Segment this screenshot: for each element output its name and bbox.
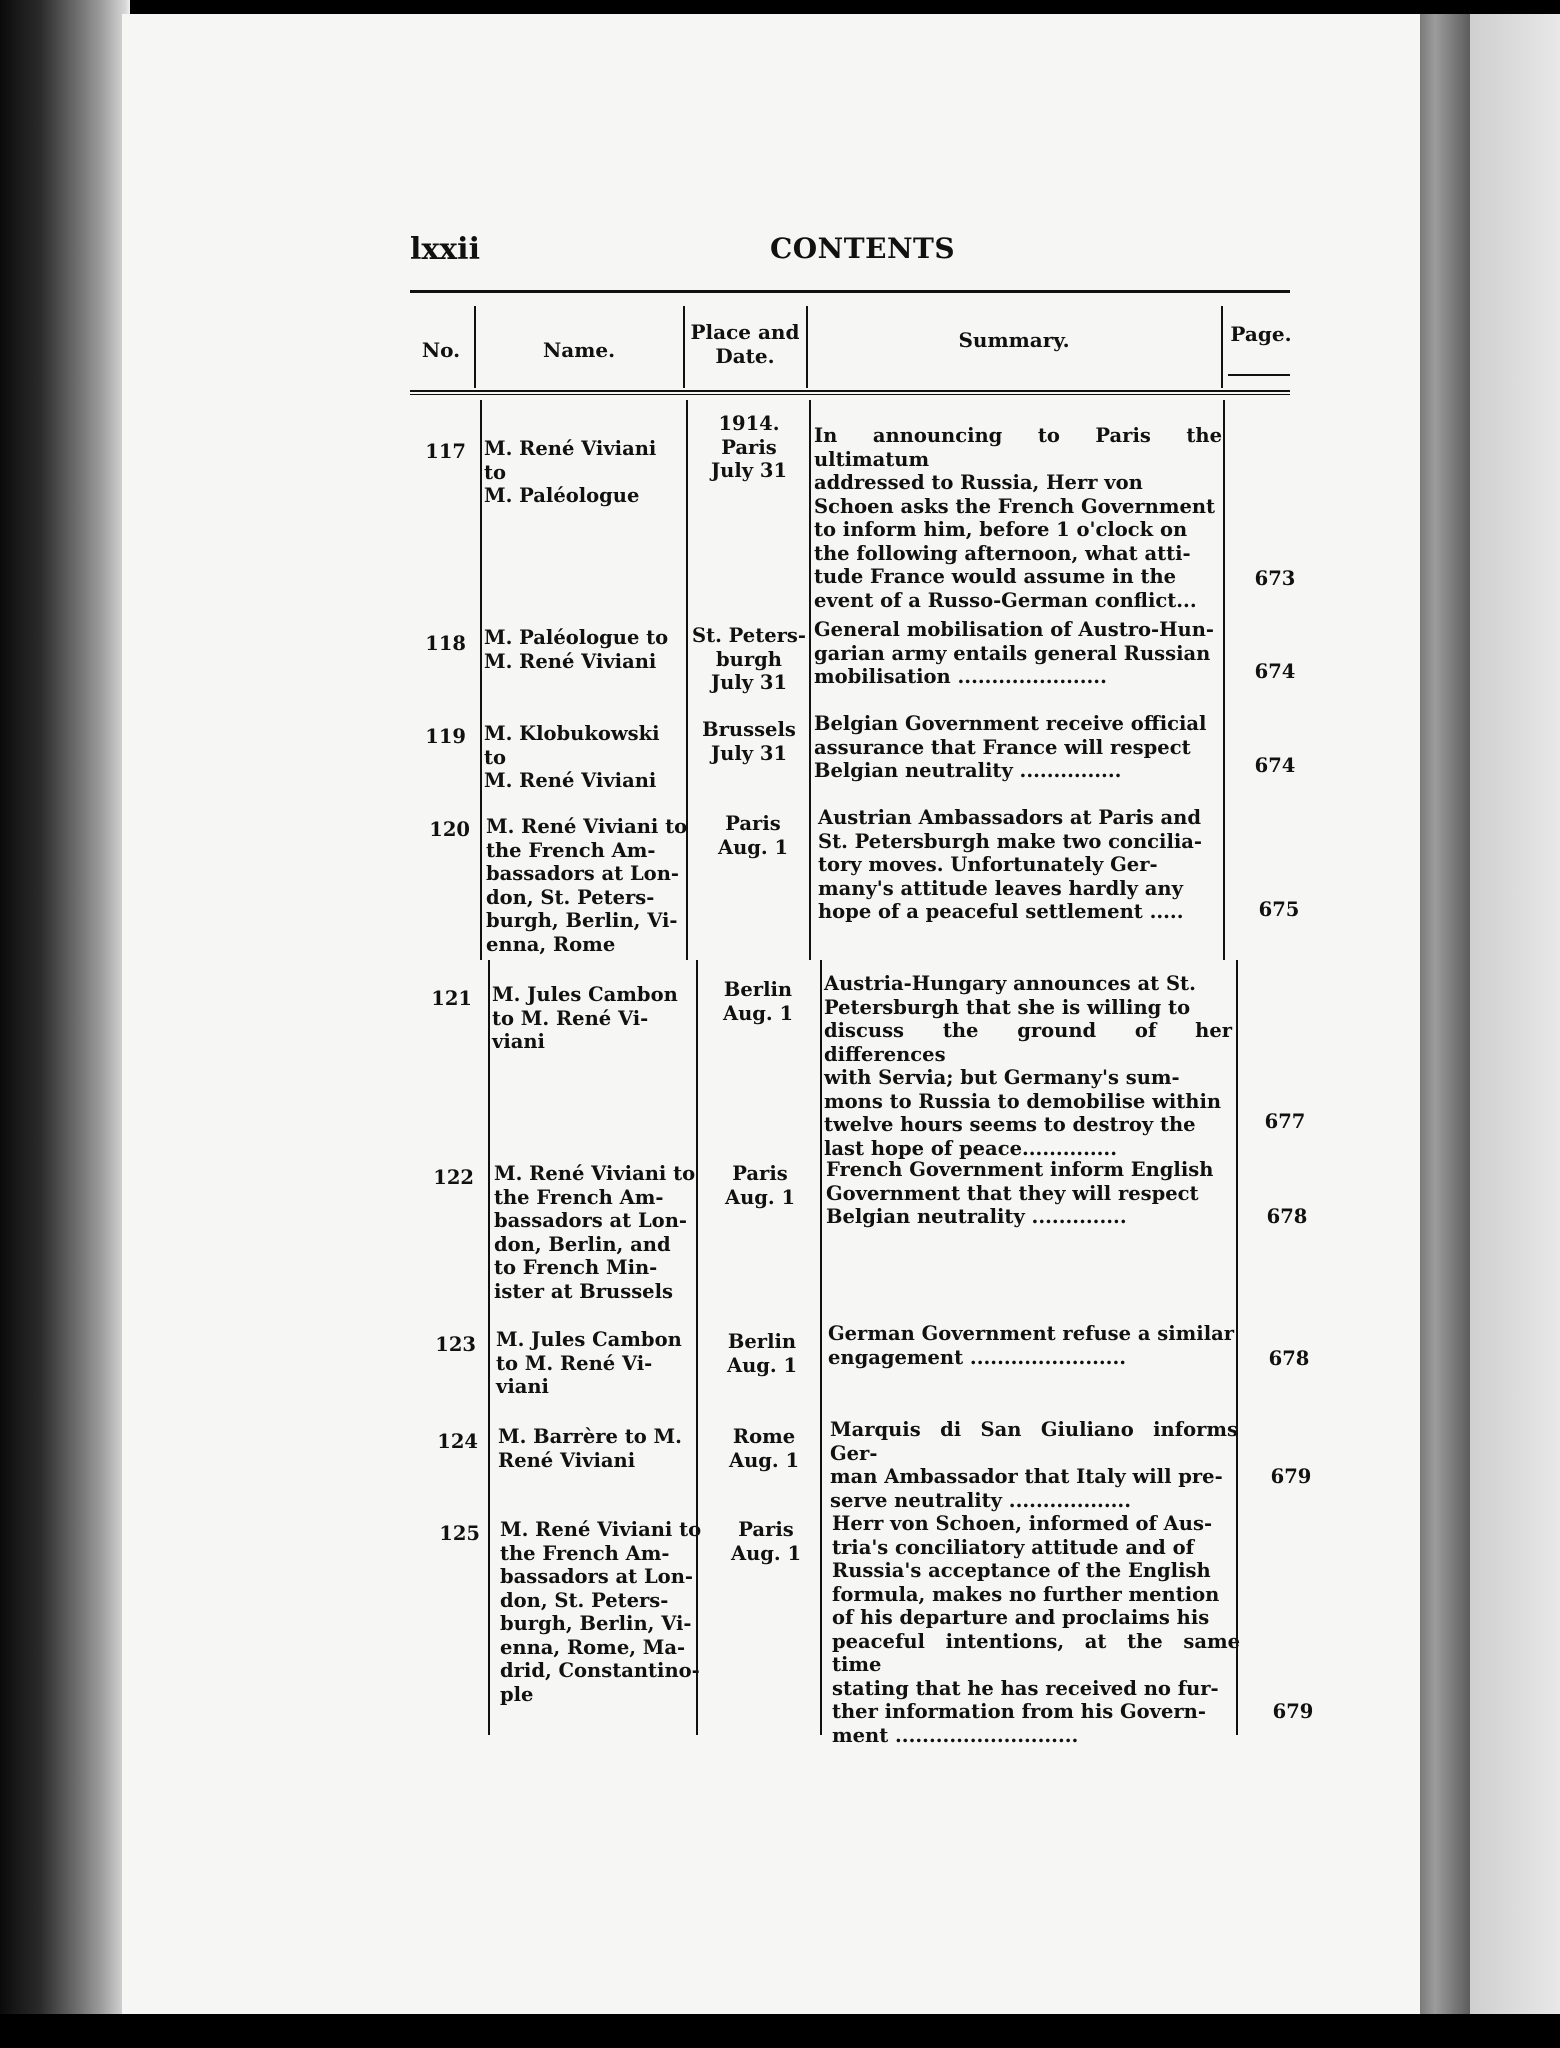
row-120-page: 675 (1258, 898, 1300, 921)
row-123-name: M. Jules Cambon to M. René Vi- viani (496, 1328, 682, 1398)
header-page: Page. (1230, 322, 1292, 346)
column-rule-header-2 (683, 306, 685, 388)
page-column-rule (1228, 374, 1290, 376)
row-123-summary: German Government refuse a similar engagement ....................... (828, 1322, 1235, 1369)
row-117-place-date: 1914. Paris July 31 (710, 412, 788, 482)
row-123-place-date: Berlin Aug. 1 (726, 1330, 798, 1377)
row-124-no: 124 (437, 1430, 478, 1453)
row-122-no: 122 (433, 1166, 474, 1189)
row-121-no: 121 (431, 987, 472, 1010)
scan-background (0, 2014, 1560, 2048)
row-121-summary: Austria-Hungary announces at St. Petersburgh that she is willing to discuss the ground of her differences with Servia; but Germany's sum- mons to Russia to demobilise within twelve hours seems to destroy the last hope of peace.............. (824, 972, 1232, 1160)
page-number: lxxii (410, 232, 480, 267)
column-rule-place-right (809, 400, 811, 960)
header-name: Name. (542, 338, 616, 362)
column-rule-name-left (480, 400, 482, 960)
row-117-page: 673 (1254, 567, 1296, 590)
row-122-page: 678 (1266, 1205, 1308, 1228)
row-124-name: M. Barrère to M. René Viviani (498, 1425, 682, 1472)
row-119-place-date: Brussels July 31 (702, 718, 796, 765)
row-124-place-date: Rome Aug. 1 (728, 1425, 800, 1472)
column-rule-header-3 (806, 306, 808, 388)
header-place-date: Place and Date. (690, 320, 800, 368)
column-rule-header-1 (474, 306, 476, 388)
row-117-no: 117 (425, 440, 466, 463)
row-118-no: 118 (425, 632, 466, 655)
row-121-name: M. Jules Cambon to M. René Vi- viani (492, 983, 678, 1053)
column-rule-name-left-2 (488, 960, 490, 1735)
row-119-name: M. Klobukowski to M. René Viviani (484, 722, 660, 792)
header-no: No. (421, 338, 461, 362)
row-120-no: 120 (429, 818, 470, 841)
row-118-name: M. Paléologue to M. René Viviani (484, 626, 669, 673)
table-top-rule (410, 290, 1290, 293)
row-119-no: 119 (425, 725, 466, 748)
row-121-place-date: Berlin Aug. 1 (722, 978, 794, 1025)
row-118-page: 674 (1254, 660, 1296, 683)
book-right-edge (1420, 14, 1470, 2014)
row-120-summary: Austrian Ambassadors at Paris and St. Petersburgh make two concilia- tory moves. Unfortunately Ger- many's attitude leaves hardly any hope of a peaceful settlement ..... (818, 806, 1203, 923)
row-118-summary: General mobilisation of Austro-Hun- garian army entails general Russian mobilisation ...................... (814, 618, 1214, 688)
row-122-name: M. René Viviani to the French Am- bassadors at Lon- don, Berlin, and to French Min- ister at Brussels (494, 1162, 696, 1303)
header-bottom-rule-lower (410, 394, 1290, 395)
row-125-page: 679 (1272, 1700, 1314, 1723)
row-120-name: M. René Viviani to the French Am- bassadors at Lon- don, St. Peters- burgh, Berlin, Vi- enna, Rome (486, 815, 688, 956)
header-summary: Summary. (958, 328, 1070, 352)
row-122-summary: French Government inform English Government that they will respect Belgian neutrality .............. (826, 1158, 1214, 1228)
book-left-edge (0, 0, 130, 2048)
row-119-page: 674 (1254, 754, 1296, 777)
row-124-page: 679 (1270, 1465, 1312, 1488)
row-119-summary: Belgian Government receive official assurance that France will respect Belgian neutrality ............... (814, 712, 1207, 782)
row-125-summary: Herr von Schoen, informed of Aus- tria's conciliatory attitude and of Russia's acceptance of the English formula, makes no further mention of his departure and proclaims his peaceful intentions, at the same time stating that he has received no fur- ther information from his Govern- ment ........................... (832, 1512, 1240, 1747)
running-title: CONTENTS (770, 232, 956, 265)
column-rule-header-4 (1221, 306, 1223, 388)
row-125-no: 125 (439, 1522, 480, 1545)
row-118-place-date: St. Peters- burgh July 31 (692, 624, 806, 694)
row-121-page: 677 (1264, 1110, 1306, 1133)
row-117-name: M. René Viviani to M. Paléologue (484, 437, 657, 507)
row-117-summary: In announcing to Paris the ultimatum addressed to Russia, Herr von Schoen asks the French Government to inform him, before 1 o'clock on the following afternoon, what atti- tude France would assume in the event of a Russo-German conflict... (814, 424, 1222, 612)
header-bottom-rule (410, 390, 1290, 392)
row-123-no: 123 (435, 1333, 476, 1356)
row-120-place-date: Paris Aug. 1 (717, 812, 789, 859)
row-124-summary: Marquis di San Giuliano informs Ger- man Ambassador that Italy will pre- serve neutrality .................. (830, 1418, 1238, 1512)
next-page-edge (1470, 14, 1560, 2014)
row-123-page: 678 (1268, 1347, 1310, 1370)
row-122-place-date: Paris Aug. 1 (724, 1162, 796, 1209)
row-125-place-date: Paris Aug. 1 (730, 1518, 802, 1565)
row-125-name: M. René Viviani to the French Am- bassadors at Lon- don, St. Peters- burgh, Berlin, Vi- enna, Rome, Ma- drid, Constantino- ple (500, 1518, 702, 1706)
